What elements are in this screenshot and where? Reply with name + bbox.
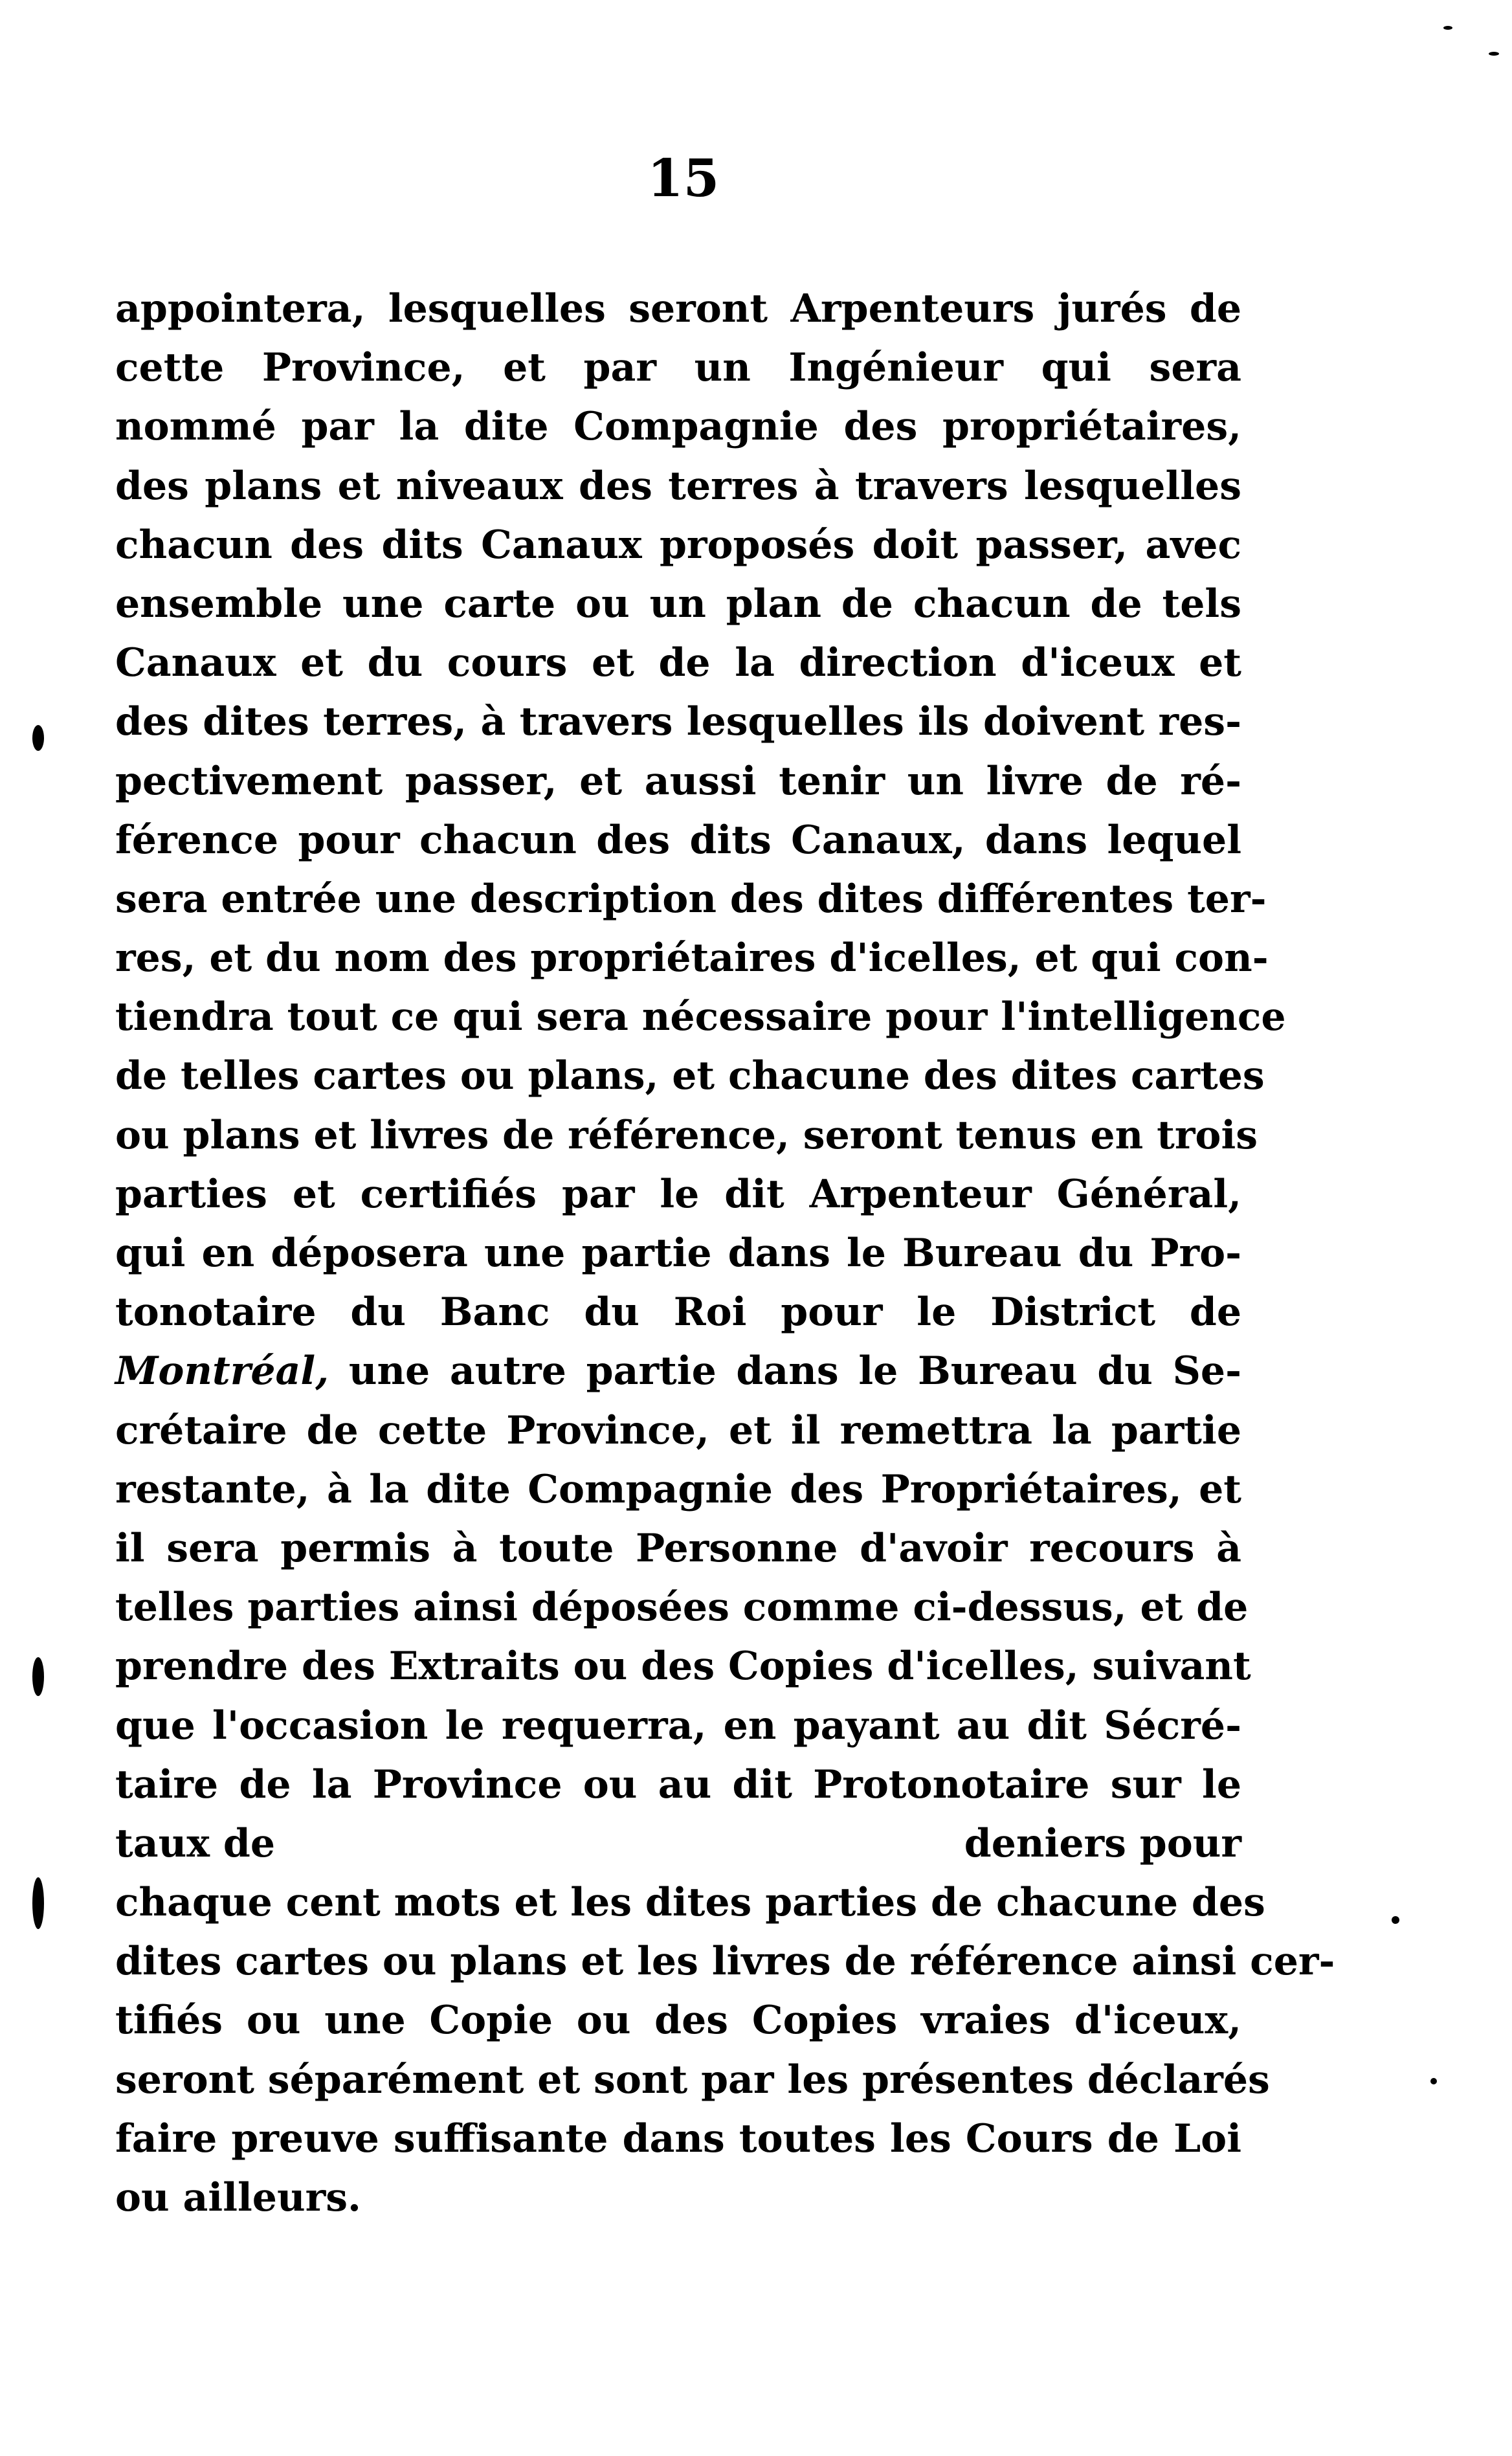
text-line: seront séparément et sont par les présentes déclarés (115, 2057, 1270, 2103)
text-line: res, et du nom des propriétaires d'icelles, et qui con- (115, 935, 1269, 981)
text-line: parties et certifiés par le dit Arpenteur Général, (115, 1171, 1241, 1217)
scan-speck (32, 1657, 44, 1696)
scan-speck (1443, 26, 1452, 30)
text-line: restante, à la dite Compagnie des Propriétaires, et (115, 1466, 1241, 1512)
text-line: chaque cent mots et les dites parties de chacune des (115, 1880, 1265, 1926)
text-line: dites cartes ou plans et les livres de référence ainsi cer- (115, 1939, 1335, 1985)
text-line: sera entrée une description des dites différentes ter- (115, 876, 1267, 922)
text-line-continuation: une autre partie dans le Bureau du Se- (329, 1348, 1241, 1394)
text-line: chacun des dits Canaux proposés doit passer, avec (115, 522, 1241, 568)
scan-speck (1489, 52, 1499, 56)
rate-label-right: deniers pour (964, 1820, 1241, 1866)
text-line: pectivement passer, et aussi tenir un livre de ré- (115, 758, 1241, 804)
text-line-final: ou ailleurs. (115, 2175, 361, 2220)
rate-label-left: taux de (115, 1820, 276, 1866)
body-text (115, 280, 1335, 2227)
text-line: nommé par la dite Compagnie des propriétaires, (115, 404, 1241, 450)
text-line-montreal (115, 1342, 1241, 1401)
italic-place-name: Montréal, (115, 1348, 329, 1394)
text-line: il sera permis à toute Personne d'avoir recours à (115, 1525, 1241, 1571)
scan-speck (32, 1877, 44, 1929)
text-line: cette Province, et par un Ingénieur qui sera (115, 345, 1241, 391)
text-line: telles parties ainsi déposées comme ci-dessus, et de (115, 1585, 1249, 1631)
text-line-blank-rate (115, 1814, 1241, 1873)
text-line: tonotaire du Banc du Roi pour le District de (115, 1289, 1241, 1335)
text-line: tifiés ou une Copie ou des Copies vraies d'iceux, (115, 1998, 1241, 2044)
text-line: taire de la Province ou au dit Protonotaire sur le (115, 1761, 1241, 1807)
text-line: ensemble une carte ou un plan de chacun de tels (115, 581, 1241, 627)
text-line: tiendra tout ce qui sera nécessaire pour l'intelligence (115, 994, 1286, 1040)
text-line: ou plans et livres de référence, seront tenus en trois (115, 1112, 1258, 1158)
scan-speck (32, 725, 44, 751)
page-number: 15 (647, 148, 720, 208)
text-line: crétaire de cette Province, et il remettra la partie (115, 1407, 1241, 1453)
scan-speck (1430, 2078, 1437, 2084)
text-line: qui en déposera une partie dans le Bureau du Pro- (115, 1231, 1241, 1276)
text-line: prendre des Extraits ou des Copies d'icelles, suivant (115, 1644, 1251, 1690)
text-line: que l'occasion le requerra, en payant au dit Sécré- (115, 1702, 1241, 1748)
scan-speck (1392, 1916, 1399, 1924)
text-line: férence pour chacun des dits Canaux, dans lequel (115, 817, 1241, 863)
text-line: des dites terres, à travers lesquelles ils doivent res- (115, 699, 1241, 745)
text-line: des plans et niveaux des terres à travers lesquelles (115, 463, 1241, 509)
text-line: faire preuve suffisante dans toutes les Cours de Loi (115, 2116, 1241, 2161)
text-line: de telles cartes ou plans, et chacune des dites cartes (115, 1053, 1265, 1099)
text-line: appointera, lesquelles seront Arpenteurs jurés de (115, 286, 1241, 331)
text-line: Canaux et du cours et de la direction d'iceux et (115, 640, 1241, 686)
